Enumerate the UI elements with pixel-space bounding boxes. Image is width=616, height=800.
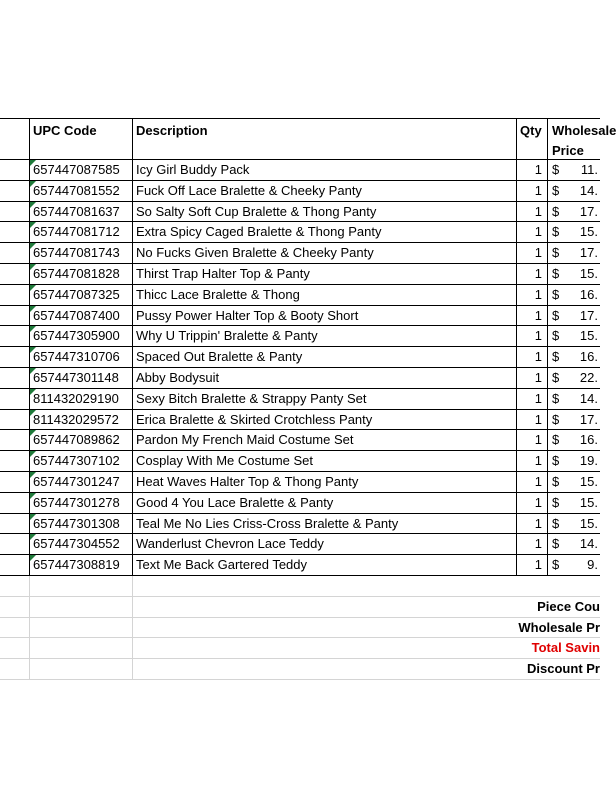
table-row (0, 306, 600, 327)
table-row (0, 347, 600, 368)
price-cell[interactable] (548, 347, 600, 367)
currency-symbol: $ (552, 411, 560, 427)
currency-symbol: $ (552, 536, 560, 552)
currency-symbol: $ (552, 494, 560, 510)
currency-symbol: $ (552, 203, 560, 219)
empty-cell[interactable] (30, 597, 133, 617)
currency-symbol: $ (552, 224, 560, 240)
piece-count-label[interactable]: Piece Cou (537, 598, 600, 614)
price-amount: 15. (579, 265, 598, 281)
description-cell[interactable]: Why U Trippin' Bralette & Panty (133, 326, 517, 346)
empty-cell[interactable] (30, 618, 133, 638)
table-row (0, 514, 600, 535)
description-cell[interactable]: Wanderlust Chevron Lace Teddy (133, 534, 517, 554)
qty-cell[interactable]: 1 (517, 306, 548, 326)
table-row (0, 368, 600, 389)
table-row (0, 326, 600, 347)
price-amount: 16. (579, 286, 598, 302)
row-stub-cell[interactable] (0, 638, 30, 658)
currency-symbol: $ (552, 473, 560, 489)
row-stub-cell[interactable] (0, 285, 30, 305)
upc-cell[interactable]: 657447305900 (30, 326, 133, 346)
upc-cell[interactable]: 657447089862 (30, 430, 133, 450)
price-cell[interactable] (548, 160, 600, 180)
qty-cell[interactable]: 1 (517, 222, 548, 242)
row-stub-cell[interactable] (0, 472, 30, 492)
qty-cell[interactable]: 1 (517, 555, 548, 575)
price-amount: 17. (579, 203, 598, 219)
description-cell[interactable]: Extra Spicy Caged Bralette & Thong Panty (133, 222, 517, 242)
table-row (0, 493, 600, 514)
price-cell[interactable] (548, 534, 600, 554)
currency-symbol: $ (552, 307, 560, 323)
price-amount: 14. (579, 536, 598, 552)
price-cell[interactable] (548, 472, 600, 492)
price-amount: 15. (579, 224, 598, 240)
description-cell[interactable]: Pussy Power Halter Top & Booty Short (133, 306, 517, 326)
price-cell[interactable] (548, 222, 600, 242)
currency-symbol: $ (552, 182, 560, 198)
table-row (0, 264, 600, 285)
price-amount: 11. (580, 162, 598, 177)
currency-symbol: $ (552, 265, 560, 281)
header-upc[interactable]: UPC Code (30, 119, 133, 159)
upc-cell[interactable]: 657447081828 (30, 264, 133, 284)
row-stub-cell[interactable] (0, 389, 30, 409)
total-savings-label[interactable]: Total Savin (531, 640, 600, 656)
empty-cell[interactable] (30, 659, 133, 679)
qty-cell[interactable]: 1 (517, 326, 548, 346)
price-cell[interactable] (548, 451, 600, 471)
price-amount: 15. (579, 494, 598, 510)
upc-cell[interactable]: 657447087400 (30, 306, 133, 326)
row-stub-cell[interactable] (0, 534, 30, 554)
qty-cell[interactable]: 1 (517, 493, 548, 513)
row-stub-cell[interactable] (0, 160, 30, 180)
currency-symbol: $ (552, 453, 560, 469)
qty-cell[interactable]: 1 (517, 264, 548, 284)
description-cell[interactable]: Good 4 You Lace Bralette & Panty (133, 493, 517, 513)
upc-cell[interactable]: 657447087325 (30, 285, 133, 305)
upc-cell[interactable]: 657447301278 (30, 493, 133, 513)
row-stub-cell[interactable] (0, 347, 30, 367)
price-amount: 16. (579, 432, 598, 448)
header-qty[interactable]: Qty (517, 119, 548, 159)
price-amount: 17. (579, 411, 598, 427)
table-row (0, 451, 600, 472)
qty-cell[interactable]: 1 (517, 514, 548, 534)
row-stub-cell[interactable] (0, 618, 30, 638)
price-cell[interactable] (548, 368, 600, 388)
table-row (0, 472, 600, 493)
upc-cell[interactable]: 657447310706 (30, 347, 133, 367)
header-description[interactable]: Description (133, 119, 517, 159)
price-amount: 22. (579, 369, 598, 385)
description-cell[interactable]: Thirst Trap Halter Top & Panty (133, 264, 517, 284)
table-row (0, 410, 600, 431)
qty-cell[interactable]: 1 (517, 202, 548, 222)
description-cell[interactable]: Sexy Bitch Bralette & Strappy Panty Set (133, 389, 517, 409)
table-row (0, 389, 600, 410)
row-stub-cell[interactable] (0, 264, 30, 284)
price-amount: 19. (579, 453, 598, 469)
upc-cell[interactable]: 657447301308 (30, 514, 133, 534)
currency-symbol: $ (552, 432, 560, 448)
price-cell[interactable] (548, 285, 600, 305)
empty-cell[interactable] (30, 638, 133, 658)
upc-cell[interactable]: 657447301148 (30, 368, 133, 388)
qty-cell[interactable]: 1 (517, 410, 548, 430)
currency-symbol: $ (552, 390, 560, 406)
description-cell[interactable]: Abby Bodysuit (133, 368, 517, 388)
currency-symbol: $ (552, 162, 560, 177)
description-cell[interactable]: Teal Me No Lies Criss-Cross Bralette & Panty (133, 514, 517, 534)
row-stub-cell[interactable] (0, 597, 30, 617)
discount-price-label[interactable]: Discount Pr (527, 661, 600, 677)
row-stub-cell[interactable] (0, 222, 30, 242)
qty-cell[interactable]: 1 (517, 181, 548, 201)
description-cell[interactable]: Cosplay With Me Costume Set (133, 451, 517, 471)
table-row (0, 555, 600, 576)
description-cell[interactable]: Icy Girl Buddy Pack (133, 160, 517, 180)
upc-cell[interactable]: 657447307102 (30, 451, 133, 471)
table-row (0, 181, 600, 202)
spreadsheet (0, 118, 616, 680)
price-cell[interactable] (548, 493, 600, 513)
row-stub-cell[interactable] (0, 243, 30, 263)
price-cell[interactable] (548, 555, 600, 575)
row-stub-cell[interactable] (0, 493, 30, 513)
price-amount: 15. (579, 328, 598, 344)
table-row (0, 285, 600, 306)
price-cell[interactable] (548, 243, 600, 263)
price-cell[interactable] (548, 430, 600, 450)
row-stub-cell[interactable] (0, 119, 30, 159)
currency-symbol: $ (552, 245, 560, 261)
price-cell[interactable] (548, 181, 600, 201)
table-row (0, 430, 600, 451)
row-stub-cell[interactable] (0, 576, 30, 596)
price-cell[interactable] (548, 410, 600, 430)
empty-cell[interactable] (30, 576, 133, 596)
currency-symbol: $ (552, 515, 560, 531)
row-stub-cell[interactable] (0, 430, 30, 450)
price-cell[interactable] (548, 264, 600, 284)
currency-symbol: $ (552, 557, 560, 573)
spacer-row (0, 576, 600, 597)
price-cell[interactable] (548, 326, 600, 346)
description-cell[interactable]: Text Me Back Gartered Teddy (133, 555, 517, 575)
qty-cell[interactable]: 1 (517, 472, 548, 492)
price-cell[interactable] (548, 202, 600, 222)
qty-cell[interactable]: 1 (517, 243, 548, 263)
qty-cell[interactable]: 1 (517, 160, 548, 180)
description-cell[interactable]: Spaced Out Bralette & Panty (133, 347, 517, 367)
table-row (0, 202, 600, 223)
currency-symbol: $ (552, 369, 560, 385)
currency-symbol: $ (552, 349, 560, 365)
row-stub-cell[interactable] (0, 202, 30, 222)
qty-cell[interactable]: 1 (517, 430, 548, 450)
qty-cell[interactable]: 1 (517, 285, 548, 305)
description-cell[interactable]: Fuck Off Lace Bralette & Cheeky Panty (133, 181, 517, 201)
header-price[interactable]: Wholesale Price (552, 123, 616, 158)
upc-cell[interactable]: 657447301247 (30, 472, 133, 492)
summary-section (0, 576, 600, 680)
price-amount: 15. (579, 473, 598, 489)
row-stub-cell[interactable] (0, 306, 30, 326)
summary-row-wholesale (0, 618, 600, 639)
upc-cell[interactable]: 657447304552 (30, 534, 133, 554)
upc-cell[interactable]: 657447081712 (30, 222, 133, 242)
price-cell[interactable] (548, 306, 600, 326)
row-stub-cell[interactable] (0, 659, 30, 679)
price-amount: 16. (579, 349, 598, 365)
row-stub-cell[interactable] (0, 514, 30, 534)
product-table (0, 118, 616, 576)
currency-symbol: $ (552, 328, 560, 344)
price-amount: 14. (579, 182, 598, 198)
upc-cell[interactable]: 657447081743 (30, 243, 133, 263)
row-stub-cell[interactable] (0, 410, 30, 430)
summary-row-total-savings (0, 638, 600, 659)
price-amount: 14. (579, 390, 598, 406)
price-amount: 9. (587, 557, 598, 573)
qty-cell[interactable]: 1 (517, 347, 548, 367)
description-cell[interactable]: Thicc Lace Bralette & Thong (133, 285, 517, 305)
description-cell[interactable]: Heat Waves Halter Top & Thong Panty (133, 472, 517, 492)
upc-cell[interactable]: 657447087585 (30, 160, 133, 180)
description-cell[interactable]: So Salty Soft Cup Bralette & Thong Panty (133, 202, 517, 222)
qty-cell[interactable]: 1 (517, 534, 548, 554)
wholesale-price-label[interactable]: Wholesale Pr (518, 619, 600, 635)
table-row (0, 243, 600, 264)
table-header-row (0, 118, 616, 160)
price-amount: 15. (579, 515, 598, 531)
currency-symbol: $ (552, 286, 560, 302)
qty-cell[interactable]: 1 (517, 451, 548, 471)
price-cell[interactable] (548, 389, 600, 409)
qty-cell[interactable]: 1 (517, 389, 548, 409)
upc-cell[interactable]: 811432029190 (30, 389, 133, 409)
price-cell[interactable] (548, 514, 600, 534)
upc-cell[interactable]: 657447308819 (30, 555, 133, 575)
table-row (0, 160, 600, 181)
price-amount: 17. (579, 245, 598, 261)
row-stub-cell[interactable] (0, 451, 30, 471)
price-amount: 17. (579, 307, 598, 323)
table-body (0, 160, 600, 576)
description-cell[interactable]: Erica Bralette & Skirted Crotchless Panty (133, 410, 517, 430)
upc-cell[interactable]: 811432029572 (30, 410, 133, 430)
table-row (0, 222, 600, 243)
upc-cell[interactable]: 657447081637 (30, 202, 133, 222)
summary-row-discount (0, 659, 600, 680)
row-stub-cell[interactable] (0, 555, 30, 575)
summary-row-piece-count (0, 597, 600, 618)
description-cell[interactable]: Pardon My French Maid Costume Set (133, 430, 517, 450)
table-row (0, 534, 600, 555)
row-stub-cell[interactable] (0, 368, 30, 388)
upc-cell[interactable]: 657447081552 (30, 181, 133, 201)
description-cell[interactable]: No Fucks Given Bralette & Cheeky Panty (133, 243, 517, 263)
row-stub-cell[interactable] (0, 181, 30, 201)
qty-cell[interactable]: 1 (517, 368, 548, 388)
row-stub-cell[interactable] (0, 326, 30, 346)
